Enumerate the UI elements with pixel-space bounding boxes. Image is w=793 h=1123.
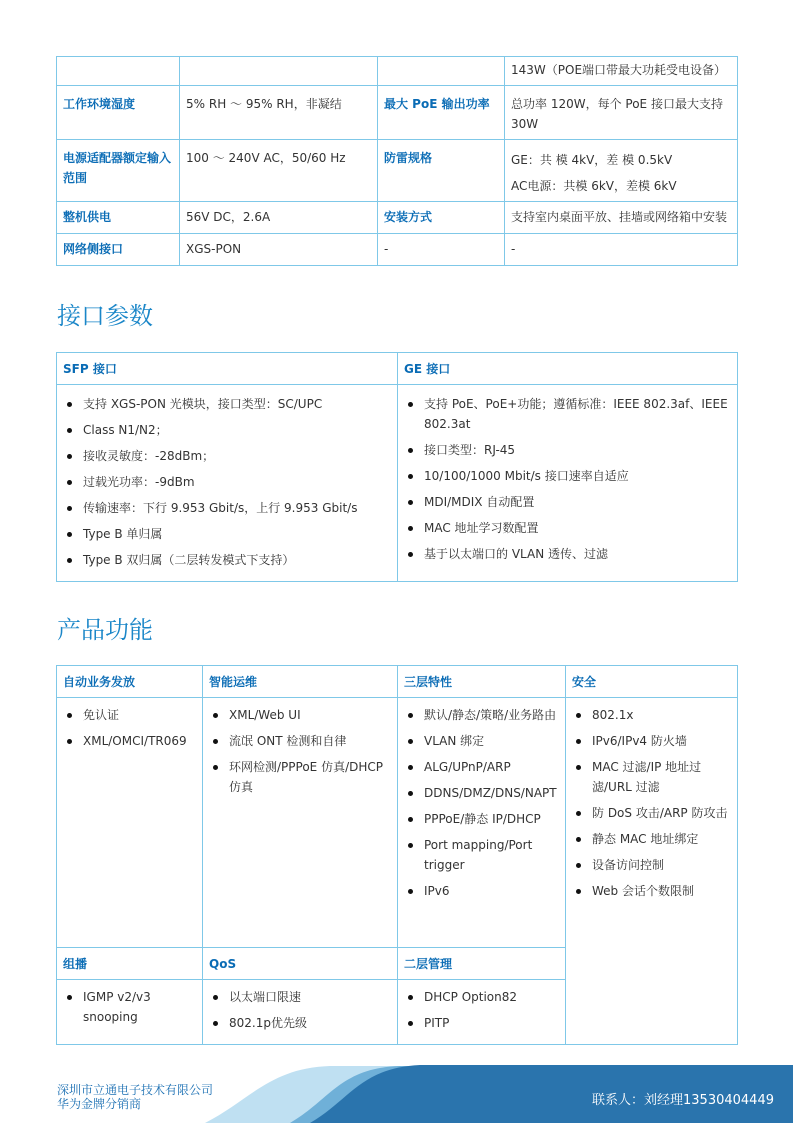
function-cell xyxy=(57,698,203,948)
company-tagline: 华为金牌分销商 xyxy=(57,1097,142,1111)
function-list xyxy=(209,705,391,797)
list-item: ALG/UPnP/ARP xyxy=(404,757,559,777)
list-item: MAC 过滤/IP 地址过滤/URL 过滤 xyxy=(572,757,731,797)
list-item: Class N1/N2； xyxy=(63,420,391,440)
function-header: 智能运维 xyxy=(203,666,398,698)
list-item: MDI/MDIX 自动配置 xyxy=(404,492,731,512)
function-cell xyxy=(398,980,566,1045)
list-item: 接口类型：RJ-45 xyxy=(404,440,731,460)
interface-header-ge: GE 接口 xyxy=(398,353,738,385)
function-header: QoS xyxy=(203,948,398,980)
list-item: 默认/静态/策略/业务路由 xyxy=(404,705,559,725)
spec-value: 支持室内桌面平放、挂墙或网络箱中安装 xyxy=(505,202,738,234)
function-list xyxy=(63,987,196,1027)
spec-label: 电源适配器额定输入范围 xyxy=(57,140,180,202)
spec-row xyxy=(57,202,738,234)
list-item: 免认证 xyxy=(63,705,196,725)
function-list xyxy=(404,705,559,901)
list-item: IPv6 xyxy=(404,881,559,901)
list-item: Type B 双归属（二层转发模式下支持） xyxy=(63,550,391,570)
spec-value: 5% RH ～ 95% RH，非凝结 xyxy=(180,86,378,140)
list-item: Type B 单归属 xyxy=(63,524,391,544)
list-item: Port mapping/Port trigger xyxy=(404,835,559,875)
spec-row xyxy=(57,140,738,202)
function-list xyxy=(404,987,559,1033)
function-cell-security xyxy=(566,698,738,1045)
list-item: IPv6/IPv4 防火墙 xyxy=(572,731,731,751)
function-cell xyxy=(203,698,398,948)
spec-label: 防雷规格 xyxy=(378,140,505,202)
interface-table xyxy=(56,352,738,582)
spec-row xyxy=(57,234,738,266)
list-item: 环网检测/PPPoE 仿真/DHCP 仿真 xyxy=(209,757,391,797)
ge-list xyxy=(404,394,731,564)
function-header: 三层特性 xyxy=(398,666,566,698)
company-name: 深圳市立通电子技术有限公司 xyxy=(57,1083,214,1097)
spec-value: 总功率 120W，每个 PoE 接口最大支持 30W xyxy=(505,86,738,140)
function-body-row xyxy=(57,698,738,948)
interface-body-row xyxy=(57,385,738,582)
list-item: 以太端口限速 xyxy=(209,987,391,1007)
spec-label: 工作环境湿度 xyxy=(57,86,180,140)
list-item: 接收灵敏度：-28dBm； xyxy=(63,446,391,466)
function-header: 安全 xyxy=(566,666,738,698)
company-info xyxy=(57,1083,213,1111)
interface-cell-sfp xyxy=(57,385,398,582)
list-item: XML/OMCI/TR069 xyxy=(63,731,196,751)
spec-value: 100 ～ 240V AC，50/60 Hz xyxy=(180,140,378,202)
function-header-row xyxy=(57,666,738,698)
function-header: 自动业务发放 xyxy=(57,666,203,698)
list-item: DDNS/DMZ/DNS/NAPT xyxy=(404,783,559,803)
contact-info: 联系人：刘经理13530404449 xyxy=(592,1093,774,1108)
function-list xyxy=(209,987,391,1033)
spec-value: 56V DC，2.6A xyxy=(180,202,378,234)
list-item: PITP xyxy=(404,1013,559,1033)
function-header: 组播 xyxy=(57,948,203,980)
list-item: 流氓 ONT 检测和自律 xyxy=(209,731,391,751)
spec-value xyxy=(505,140,738,202)
spec-value xyxy=(180,57,378,86)
list-item: 过载光功率：-9dBm xyxy=(63,472,391,492)
list-item: 支持 PoE、PoE+功能；遵循标准：IEEE 802.3af、IEEE 802.3at xyxy=(404,394,731,434)
function-cell xyxy=(398,698,566,948)
spec-label: 最大 PoE 输出功率 xyxy=(378,86,505,140)
interface-cell-ge xyxy=(398,385,738,582)
list-item: 10/100/1000 Mbit/s 接口速率自适应 xyxy=(404,466,731,486)
function-table xyxy=(56,665,738,1045)
section-title-functions: 产品功能 xyxy=(57,616,153,644)
surge-ac: AC电源：共模 6kV，差模 6kV xyxy=(511,179,677,193)
list-item: 支持 XGS-PON 光模块，接口类型：SC/UPC xyxy=(63,394,391,414)
section-title-interface: 接口参数 xyxy=(57,302,153,330)
list-item: MAC 地址学习数配置 xyxy=(404,518,731,538)
list-item: 静态 MAC 地址绑定 xyxy=(572,829,731,849)
list-item: Web 会话个数限制 xyxy=(572,881,731,901)
function-list xyxy=(572,705,731,901)
list-item: VLAN 绑定 xyxy=(404,731,559,751)
interface-header-row xyxy=(57,353,738,385)
list-item: 设备访问控制 xyxy=(572,855,731,875)
spec-row xyxy=(57,86,738,140)
spec-label: 整机供电 xyxy=(57,202,180,234)
spec-label: 安装方式 xyxy=(378,202,505,234)
interface-header-sfp: SFP 接口 xyxy=(57,353,398,385)
spec-value: XGS-PON xyxy=(180,234,378,266)
list-item: 传输速率：下行 9.953 Gbit/s，上行 9.953 Gbit/s xyxy=(63,498,391,518)
list-item: 防 DoS 攻击/ARP 防攻击 xyxy=(572,803,731,823)
spec-label xyxy=(378,57,505,86)
spec-row xyxy=(57,57,738,86)
function-cell xyxy=(57,980,203,1045)
list-item: IGMP v2/v3 snooping xyxy=(63,987,196,1027)
spec-table xyxy=(56,56,738,266)
spec-value: 143W（POE端口带最大功耗受电设备） xyxy=(505,57,738,86)
list-item: DHCP Option82 xyxy=(404,987,559,1007)
surge-ge: GE：共 模 4kV，差 模 0.5kV xyxy=(511,153,673,167)
list-item: XML/Web UI xyxy=(209,705,391,725)
list-item: 基于以太端口的 VLAN 透传、过滤 xyxy=(404,544,731,564)
sfp-list xyxy=(63,394,391,570)
function-list xyxy=(63,705,196,751)
function-header: 二层管理 xyxy=(398,948,566,980)
spec-label: 网络侧接口 xyxy=(57,234,180,266)
list-item: PPPoE/静态 IP/DHCP xyxy=(404,809,559,829)
spec-label: - xyxy=(378,234,505,266)
spec-label xyxy=(57,57,180,86)
spec-value: - xyxy=(505,234,738,266)
list-item: 802.1x xyxy=(572,705,731,725)
function-cell xyxy=(203,980,398,1045)
list-item: 802.1p优先级 xyxy=(209,1013,391,1033)
